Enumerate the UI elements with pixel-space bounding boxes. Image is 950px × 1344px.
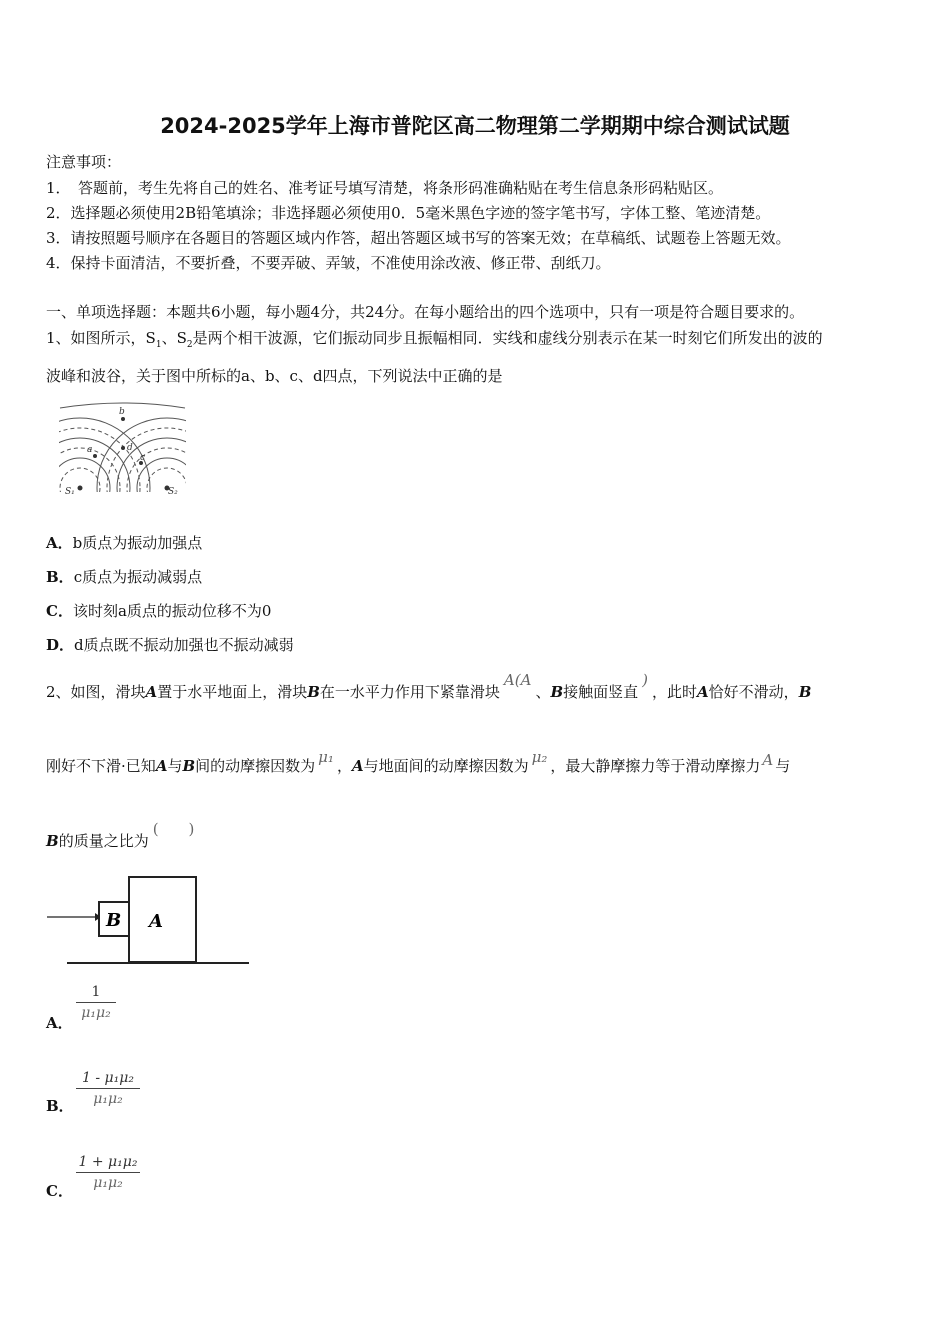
q2-option-c-fraction[interactable]: 1 + μ₁μ₂ μ₁μ₂: [76, 1154, 140, 1191]
notice-heading: 注意事项：: [46, 153, 122, 171]
notice-item-1: 1． 答题前，考生先将自己的姓名、准考证号填写清楚，将条形码准确粘贴在考生信息条形码粘贴区。: [46, 179, 724, 197]
q2-option-b-letter[interactable]: B．: [46, 1097, 74, 1115]
label-s2: S₂: [168, 487, 178, 497]
q1-stem-line2: 波峰和波谷，关于图中所标的a、b、c、d四点，下列说法中正确的是: [46, 367, 503, 385]
q2-stem-line3: B的质量之比为( ): [46, 820, 195, 850]
q1-option-b[interactable]: B．c质点为振动减弱点: [46, 568, 203, 586]
label-a: a: [87, 445, 93, 455]
section-heading: 一、单项选择题：本题共6小题，每小题4分，共24分。在每小题给出的四个选项中，只有一项是符合题目要求的。: [46, 303, 805, 321]
page-title: 2024-2025学年上海市普陀区高二物理第二学期期中综合测试试题: [160, 114, 790, 138]
label-b: b: [119, 407, 125, 417]
block-b-label: B: [106, 910, 122, 931]
notice-item-4: 4．保持卡面清洁，不要折叠，不要弄破、弄皱，不准使用涂改液、修正带、刮纸刀。: [46, 254, 611, 272]
notice-item-2: 2．选择题必须使用2B铅笔填涂；非选择题必须使用0．5毫米黑色字迹的签字笔书写，字体工整、笔迹清楚。: [46, 204, 771, 222]
q2-stem-line2: 刚好不下滑·已知A与B间的动摩擦因数为 μ₁ ，A与地面间的动摩擦因数为 μ₂ ，最大静摩擦力等于滑动摩擦力 A 与: [46, 748, 791, 775]
q2-block-figure: [45, 872, 255, 968]
q2-stem-line1: 2、如图，滑块A置于水平地面上，滑块B在一水平力作用下紧靠滑块A(A、B接触面竖直)，此时A恰好不滑动，B: [46, 671, 812, 701]
q2-option-c-letter[interactable]: C．: [46, 1182, 73, 1200]
label-c: c: [140, 453, 146, 463]
q1-wave-figure: [55, 400, 190, 500]
q1-option-a[interactable]: A．b质点为振动加强点: [46, 534, 203, 552]
notice-item-3: 3．请按照题号顺序在各题目的答题区域内作答，超出答题区域书写的答案无效；在草稿纸、试题卷上答题无效。: [46, 229, 791, 247]
q1-option-c[interactable]: C．该时刻a质点的振动位移不为0: [46, 602, 272, 620]
q2-option-a-fraction[interactable]: 1 μ₁μ₂: [76, 984, 116, 1021]
block-a-label: A: [149, 911, 163, 932]
q2-option-a-letter[interactable]: A．: [46, 1014, 73, 1032]
q2-option-b-fraction[interactable]: 1 - μ₁μ₂ μ₁μ₂: [76, 1070, 140, 1107]
label-s1: S₁: [65, 487, 75, 497]
q1-stem-line1: 1、如图所示，$S_1$、$S_2$是两个相干波源，它们振动同步且振幅相同．实线和虚线分别表示在某一时刻它们所发出的波的: [46, 329, 823, 350]
q1-option-d[interactable]: D．d质点既不振动加强也不振动减弱: [46, 636, 294, 654]
label-d: d: [127, 443, 133, 453]
